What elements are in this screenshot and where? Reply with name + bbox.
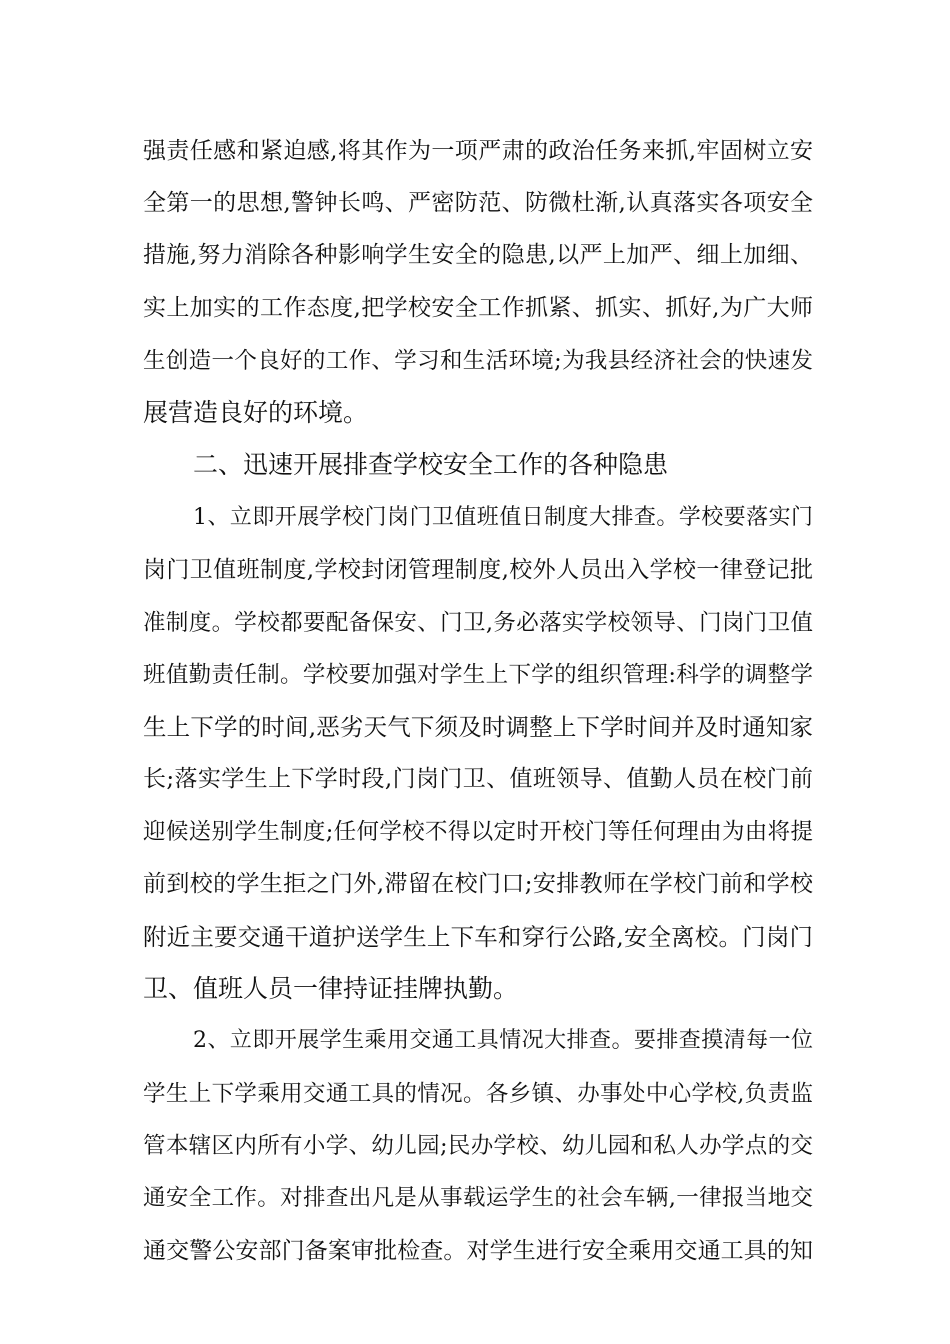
text-line: 强责任感和紧迫感,将其作为一项严肃的政治任务来抓,牢固树立安: [143, 138, 813, 164]
text-line: 全第一的思想,警钟长鸣、严密防范、防微杜渐,认真落实各项安全: [143, 190, 813, 216]
text-line: 实上加实的工作态度,把学校安全工作抓紧、抓实、抓好,为广大师: [143, 295, 813, 321]
text-line: 1、立即开展学校门岗门卫值班值日制度大排查。学校要落实门: [193, 505, 813, 530]
text-line: 生创造一个良好的工作、学习和生活环境;为我县经济社会的快速发: [143, 348, 813, 374]
text-line: 管本辖区内所有小学、幼儿园;民办学校、幼儿园和私人办学点的交: [143, 1133, 813, 1159]
text-line: 岗门卫值班制度,学校封闭管理制度,校外人员出入学校一律登记批: [143, 557, 813, 583]
text-line: 措施,努力消除各种影响学生安全的隐患,以严上加严、细上加细、: [143, 242, 813, 268]
text-line: 2、立即开展学生乘用交通工具情况大排查。要排查摸清每一位: [193, 1028, 813, 1053]
section-heading: 二、迅速开展排查学校安全工作的各种隐患: [193, 450, 669, 479]
text-line: 通交警公安部门备案审批检查。对学生进行安全乘用交通工具的知: [143, 1238, 813, 1264]
text-line: 准制度。学校都要配备保安、门卫,务必落实学校领导、门岗门卫值: [143, 610, 813, 636]
text-line: 通安全工作。对排查出凡是从事载运学生的社会车辆,一律报当地交: [143, 1185, 813, 1211]
text-line: 前到校的学生拒之门外,滞留在校门口;安排教师在学校门前和学校: [143, 871, 813, 897]
text-line: 长;落实学生上下学时段,门岗门卫、值班领导、值勤人员在校门前: [143, 766, 813, 792]
text-line: 展营造良好的环境。: [143, 398, 369, 427]
text-line: 班值勤责任制。学校要加强对学生上下学的组织管理:科学的调整学: [143, 662, 813, 688]
text-line: 附近主要交通干道护送学生上下车和穿行公路,安全离校。门岗门: [143, 923, 813, 951]
text-line: 卫、值班人员一律持证挂牌执勤。: [143, 974, 519, 1003]
text-line: 生上下学的时间,恶劣天气下须及时调整上下学时间并及时通知家: [143, 713, 813, 741]
text-line: 学生上下学乘用交通工具的情况。各乡镇、办事处中心学校,负责监: [143, 1081, 813, 1107]
text-line: 迎候送别学生制度;任何学校不得以定时开校门等任何理由为由将提: [143, 819, 813, 845]
